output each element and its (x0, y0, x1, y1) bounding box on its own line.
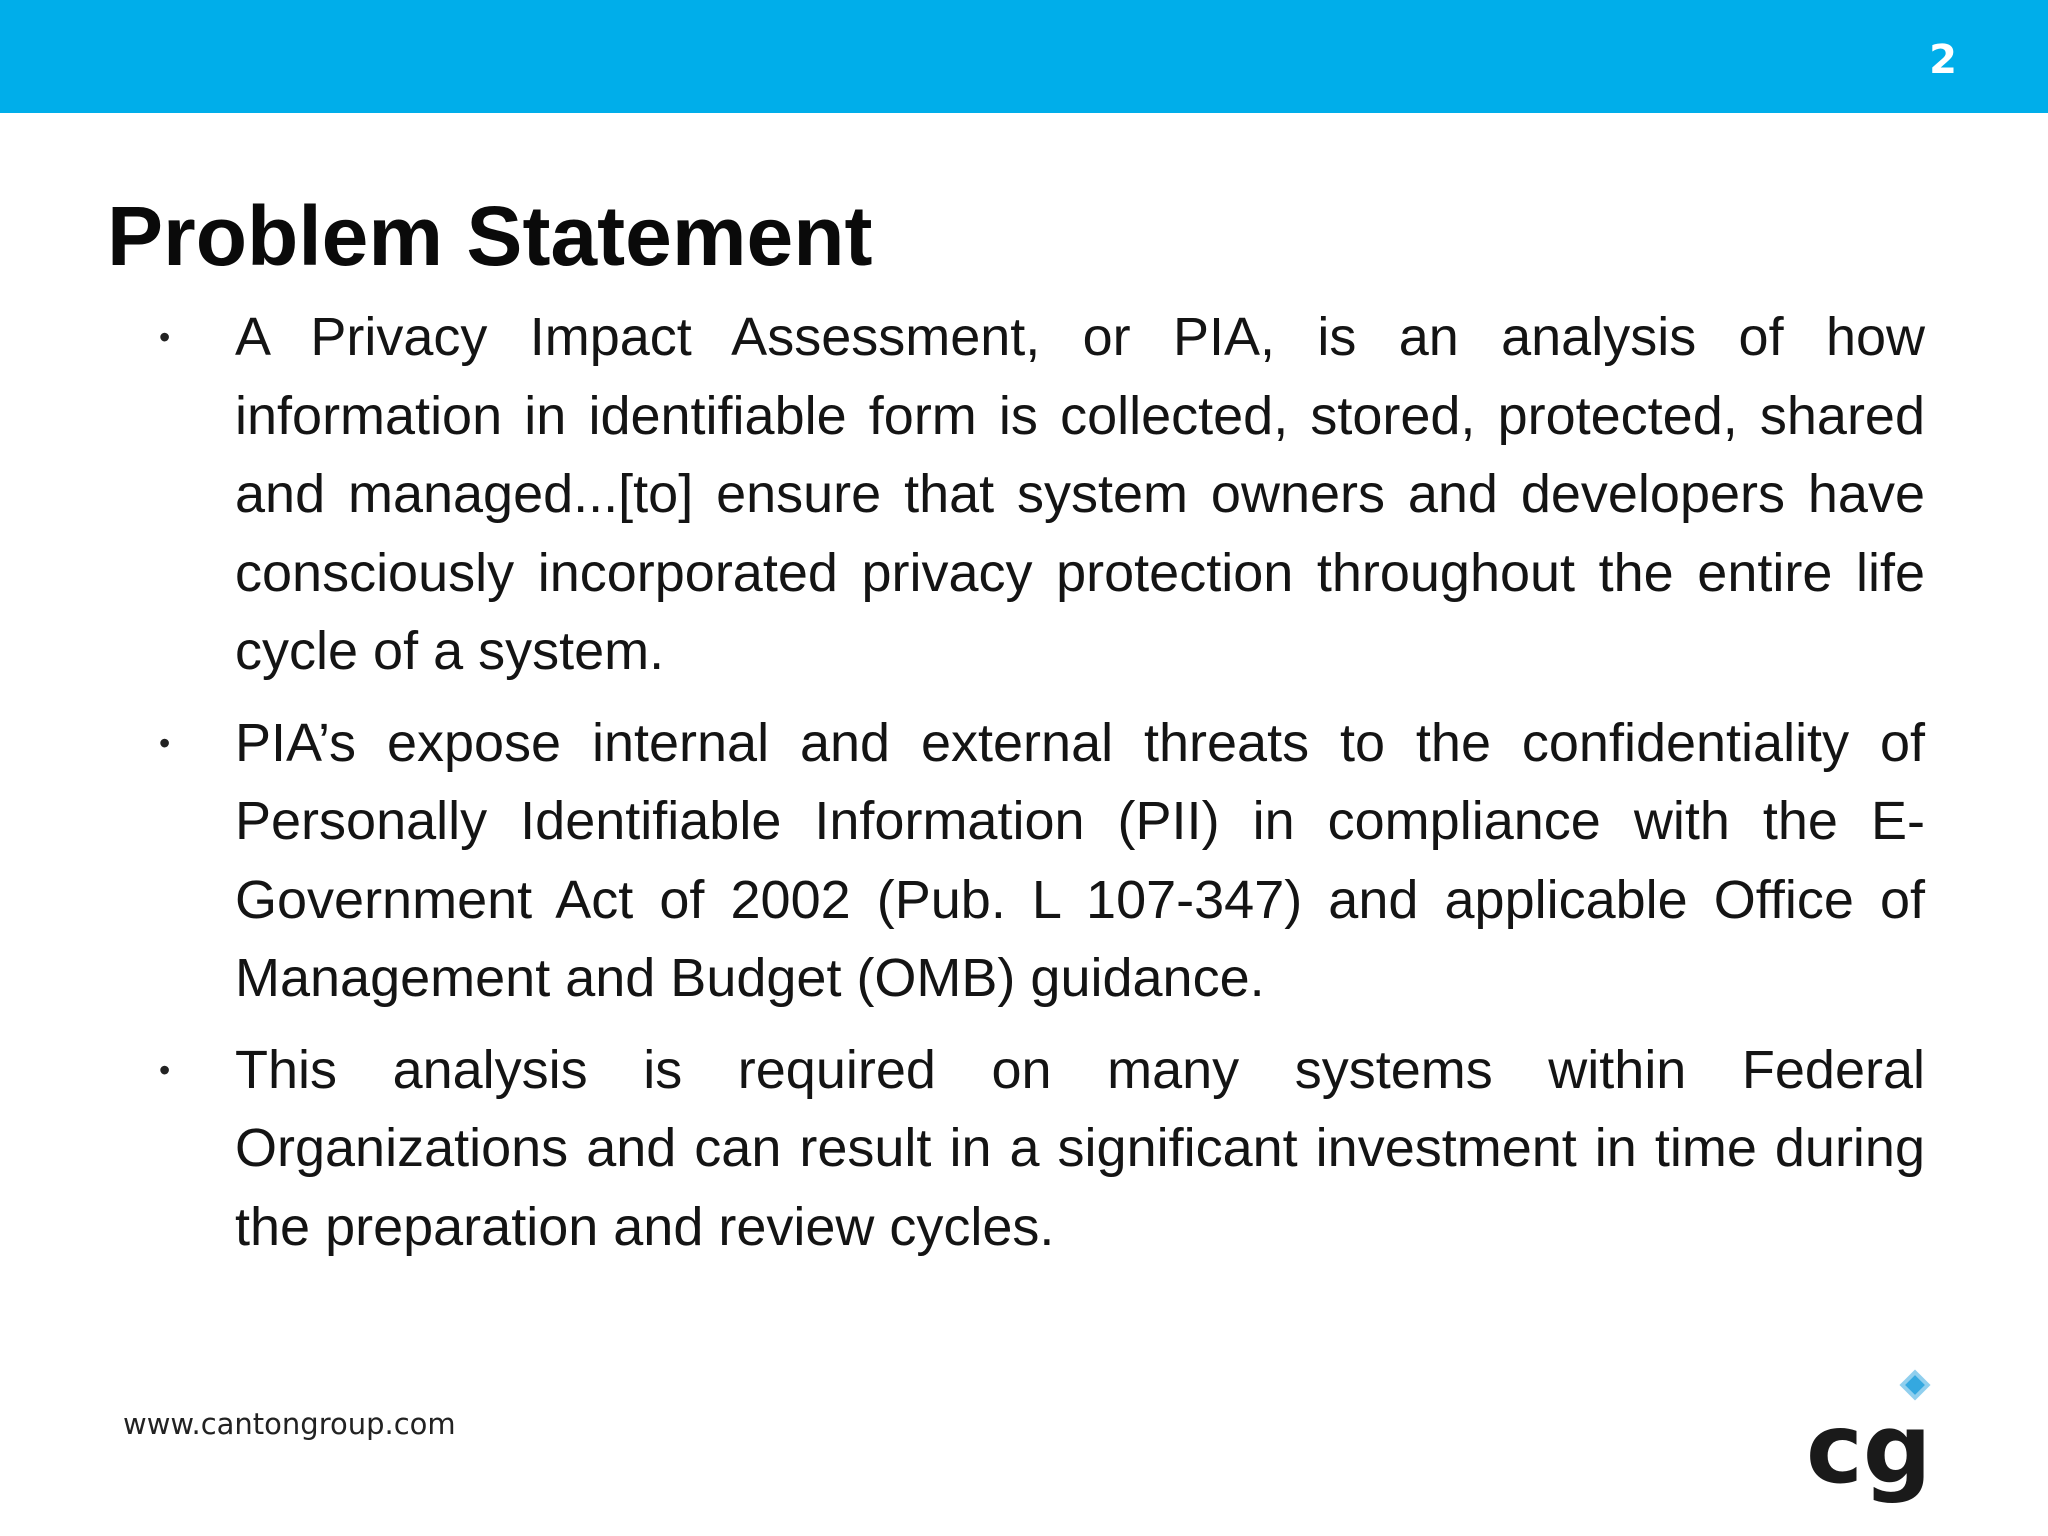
bullet-icon: • (159, 319, 171, 355)
bullet-text: PIA’s expose internal and external threats to the confidentiality of Personally Identifiable Information (PII) in compliance with the E-Government Act of 2002 (Pub. L 107-347) and applicable Office of Management and Budget (OMB) guidance. (235, 712, 1925, 1008)
bullet-text: A Privacy Impact Assessment, or PIA, is an analysis of how information in identifiable form is collected, stored, protected, shared and managed...[to] ensure that system owners and developers have consciously incorporated privacy protection throughout the entire life cycle of a system. (235, 307, 1925, 681)
bullet-item-analysis-required (150, 1031, 1925, 1267)
bullet-list (150, 298, 1925, 1279)
logo-wordmark: cg (1806, 1393, 1932, 1505)
bullet-item-pia-threats (150, 704, 1925, 1018)
canton-group-logo (1800, 1368, 1940, 1508)
slide-title: Problem Statement (107, 189, 873, 283)
slide-number: 2 (1929, 37, 1957, 83)
bullet-icon: • (159, 724, 171, 761)
bullet-text: This analysis is required on many systems within Federal Organizations and can result in a significant investment in time during the preparation and review cycles. (235, 1039, 1925, 1257)
bullet-icon: • (159, 1051, 171, 1088)
footer-website-url: www.cantongroup.com (123, 1407, 456, 1441)
bullet-item-pia-definition (150, 298, 1925, 691)
header-bar (0, 0, 2048, 113)
